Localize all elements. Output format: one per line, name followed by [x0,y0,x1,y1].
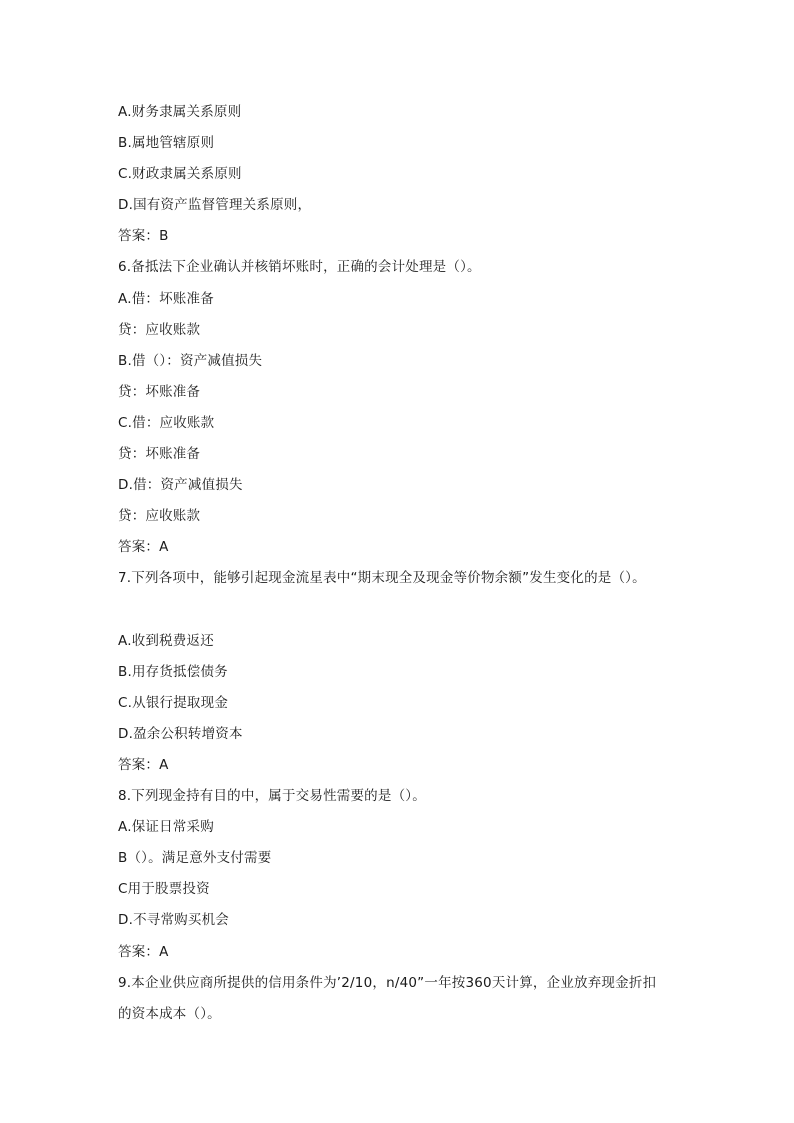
q6-option-d: D.借：资产减值损失 [118,477,243,494]
document-body [118,101,718,1034]
answer-6: 答案：A [118,539,169,556]
answer-5: 答案：B [118,228,169,245]
option-a: A.财务隶属关系原则 [118,104,242,120]
question-7: 7.下列各项中，能够引起现金流星表中“期末现全及现金等价物余额”发生变化的是（）。 [118,570,646,587]
question-8: 8.下列现金持有目的中，属于交易性需要的是（）。 [118,788,426,805]
q6-option-d-credit: 贷：应收账款 [118,508,201,525]
answer-7: 答案：A [118,756,169,773]
option-c: C.财政隶属关系原则 [118,166,242,183]
q6-option-b-credit: 贷：坏账准备 [118,383,201,400]
option-b: B.属地管辖原则 [118,135,215,152]
q8-option-c: C用于股票投资 [118,881,210,898]
question-9: 9.本企业供应商所提供的信用条件为’2/10，n/40”一年按360天计算，企业放弃现金折扣 [118,974,657,991]
q7-option-a: A.收到税费返还 [118,632,214,649]
answer-8: 答案：A [118,943,169,960]
q7-option-c: C.从银行提取现金 [118,694,229,711]
q8-option-a: A.保证日常采购 [118,819,214,836]
q6-option-a: A.借：坏账准备 [118,290,214,307]
q7-option-b: B.用存货抵偿债务 [118,663,228,680]
question-6: 6.备抵法下企业确认并核销坏账时，正确的会计处理是（）。 [118,259,481,276]
question-9-continued: 的资本成本（）。 [118,1005,221,1022]
q6-option-a-credit: 贷：应收账款 [118,321,201,338]
q7-option-d: D.盈余公积转增资本 [118,725,243,742]
q8-option-d: D.不寻常购买机会 [118,912,229,929]
q6-option-c-credit: 贷：坏账准备 [118,446,201,463]
q6-option-c: C.借：应收账款 [118,414,215,431]
option-d: D.国有资产监督管理关系原则， [118,197,312,214]
q8-option-b: B（）。满足意外支付需要 [118,850,272,867]
q6-option-b: B.借（）：资产减值损失 [118,352,263,369]
